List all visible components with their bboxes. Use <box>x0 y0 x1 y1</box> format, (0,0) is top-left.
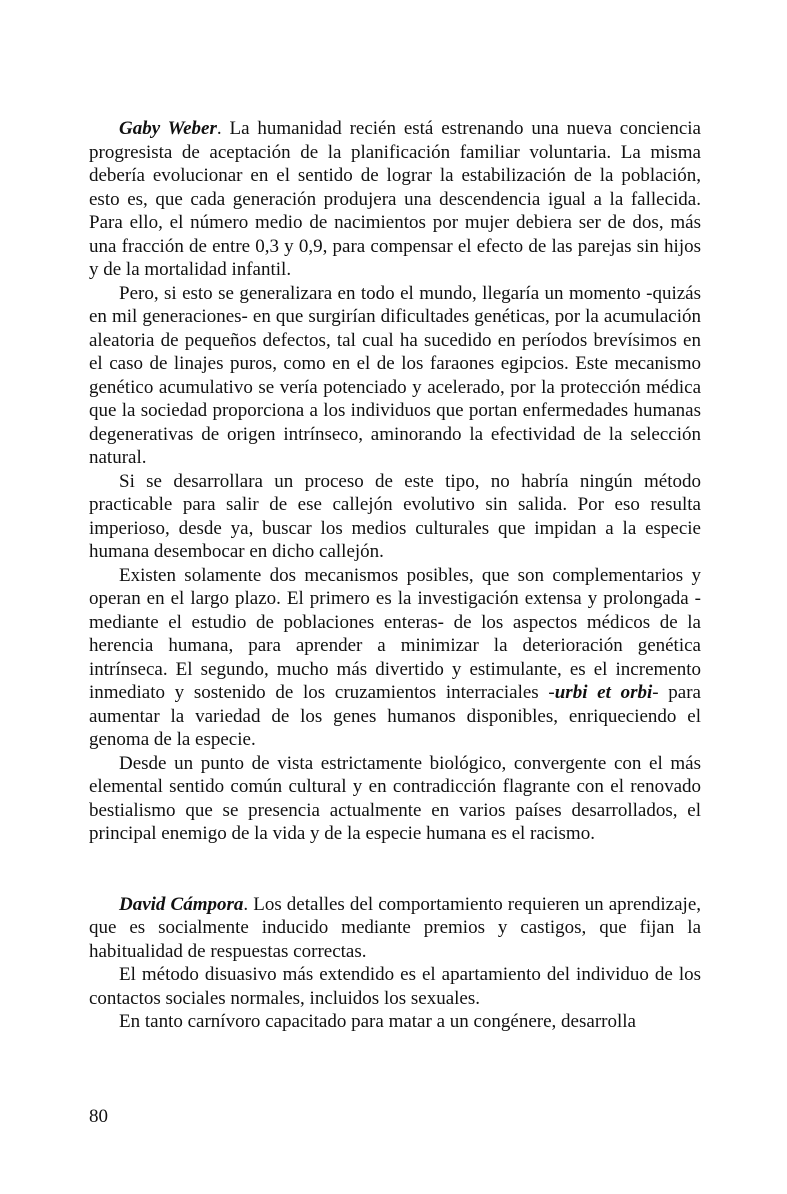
paragraph: Desde un punto de vista estrictamente biológico, convergente con el más elemental sentido común cultural y en contradicción flagrante con el renovado bestialismo que se presencia actualmente en varios países desarrollados, el principal enemigo de la vida y de la especie humana es el racismo. <box>89 752 701 844</box>
latin-phrase: urbi et orbi <box>554 682 653 703</box>
speaker-name: David Cámpora <box>119 893 244 915</box>
paragraph-text: - para aumentar la variedad de los genes humanos disponibles, enriqueciendo el genoma de la especie. <box>89 682 701 750</box>
paragraph: En tanto carnívoro capacitado para matar a un congénere, desarrolla <box>119 1011 636 1032</box>
paragraph-text: . Los detalles del comportamiento requieren un aprendizaje, que es socialmente inducido mediante premios y castigos, que fijan la habitualidad de respuestas correctas. <box>89 893 702 962</box>
paragraph-text: . La humanidad recién está estrenando una nueva conciencia progresista de aceptación de la planificación familiar voluntaria. La misma debería evolucionar en el sentido de lograr la estabilización de la población, esto es, que cada generación produjera una descendencia igual a la fallecida. Para ello, el número medio de nacimientos por mujer debiera ser de dos, más una fracción de entre 0,3 y 0,9, para compensar el efecto de las parejas sin hijos y de la mortalidad infantil. <box>89 118 701 280</box>
page-body <box>89 117 701 1034</box>
paragraph <box>89 117 701 282</box>
paragraph: El método disuasivo más extendido es el apartamiento del individuo de los contactos sociales normales, incluidos los sexuales. <box>89 964 701 1009</box>
paragraph-text: Existen solamente dos mecanismos posibles, que son complementarios y operan en el largo plazo. El primero es la investigación extensa y prolongada -mediante el estudio de poblaciones enteras- de los aspectos médicos de la herencia humana, para aprender a minimizar la deterioración genética intrínseca. El segundo, mucho más divertido y estimulante, es el incremento inmediato y sostenido de los cruzamientos interraciales - <box>89 564 701 703</box>
paragraph <box>89 893 701 964</box>
speaker-name: Gaby Weber <box>119 118 217 139</box>
page-number: 80 <box>89 1106 108 1127</box>
paragraph: Pero, si esto se generalizara en todo el mundo, llegaría un momento -quizás en mil generaciones- en que surgirían dificultades genéticas, por la acumulación aleatoria de pequeños defectos, tal cual ha sucedido en períodos brevísimos en el caso de linajes puros, como en el de los faraones egipcios. Este mecanismo genético acumulativo se vería potenciado y acelerado, por la protección médica que la sociedad proporciona a los individuos que portan enfermedades humanas degenerativas de origen intrínseco, aminorando la efectividad de la selección natural. <box>89 282 701 468</box>
paragraph <box>89 564 701 752</box>
section-gap <box>89 846 701 893</box>
paragraph: Si se desarrollara un proceso de este tipo, no habría ningún método practicable para salir de ese callejón evolutivo sin salida. Por eso resulta imperioso, desde ya, buscar los medios culturales que impidan a la especie humana desembocar en dicho callejón. <box>89 470 701 562</box>
